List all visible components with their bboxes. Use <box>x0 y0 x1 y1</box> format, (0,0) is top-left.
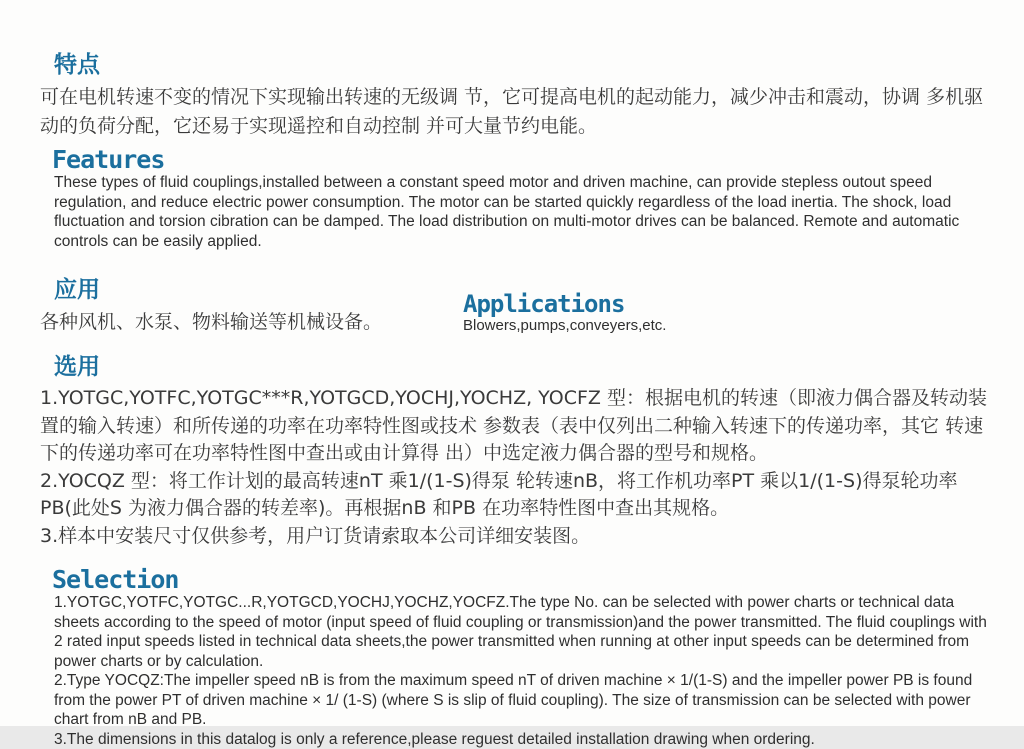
selection-en-item-1: 1.YOTGC,YOTFC,YOTGC...R,YOTGCD,YOCHJ,YOCHZ,YOCFZ.The type No. can be selected with power charts or technical data sheets according to the speed of motor (input speed of fluid coupling or transmission)and the power transmitted. The fluid couplings with 2 rated input speeds listed in technical data sheets,the power transmitted when running at other input speeds can be determined from power charts or by calculation. <box>54 593 996 671</box>
selection-cn-list <box>40 385 998 550</box>
features-en-heading: Features <box>52 147 998 173</box>
application-row <box>40 275 998 337</box>
selection-cn-heading: 选用 <box>54 352 998 382</box>
application-en-block <box>463 275 998 337</box>
features-en-body: These types of fluid couplings,installed between a constant speed motor and driven machine, can provide stepless outout speed regulation, and reduce electric power consumption. The motor can be started quickly regardless of the load inertia. The shock, load fluctuation and torsion cibration can be damped. The load distribution on multi-motor drives can be balanced. Remote and automatic controls can be easily applied. <box>54 173 996 251</box>
application-en-body: Blowers,pumps,conveyers,etc. <box>463 317 998 335</box>
selection-cn-item-2: 2.YOCQZ 型：将工作计划的最高转速nT 乘1/(1-S)得泵 轮转速nB，将工作机功率PT 乘以1/(1-S)得泵轮功率 PB(此处S 为液力偶合器的转差率)。再根据nB 和PB 在功率特性图中查出其规格。 <box>40 468 998 523</box>
application-cn-block <box>40 275 463 337</box>
selection-en-item-3: 3.The dimensions in this datalog is only a reference,please reguest detailed installation drawing when ordering. <box>54 730 996 749</box>
selection-cn-item-3: 3.样本中安装尺寸仅供参考，用户订货请索取本公司详细安装图。 <box>40 523 998 551</box>
application-cn-body: 各种风机、水泵、物料输送等机械设备。 <box>40 308 463 337</box>
selection-en-list <box>40 593 998 749</box>
features-cn-body: 可在电机转速不变的情况下实现输出转速的无级调 节，它可提高电机的起动能力，减少冲击和震动，协调 多机驱动的负荷分配，它还易于实现遥控和自动控制 并可大量节约电能。 <box>40 83 998 141</box>
features-cn-heading: 特点 <box>54 50 998 80</box>
application-cn-heading: 应用 <box>54 275 463 305</box>
selection-cn-item-1: 1.YOTGC,YOTFC,YOTGC***R,YOTGCD,YOCHJ,YOCHZ, YOCFZ 型：根据电机的转速（即液力偶合器及转动装置的输入转速）和所传递的功率在功率特性图或技术 参数表（表中仅列出二种输入转速下的传递功率，其它 转速下的传递功率可在功率特性图中查出或由计算得 出）中选定液力偶合器的型号和规格。 <box>40 385 998 468</box>
selection-en-heading: Selection <box>52 567 998 593</box>
application-en-heading: Applications <box>463 291 998 317</box>
selection-en-item-2: 2.Type YOCQZ:The impeller speed nB is from the maximum speed nT of driven machine × 1/(1-S) and the impeller power PB is found from the power PT of driven machine × 1/ (1-S) (where S is slip of fluid coupling). The size of transmission can be selected with power chart from nB and PB. <box>54 671 996 730</box>
